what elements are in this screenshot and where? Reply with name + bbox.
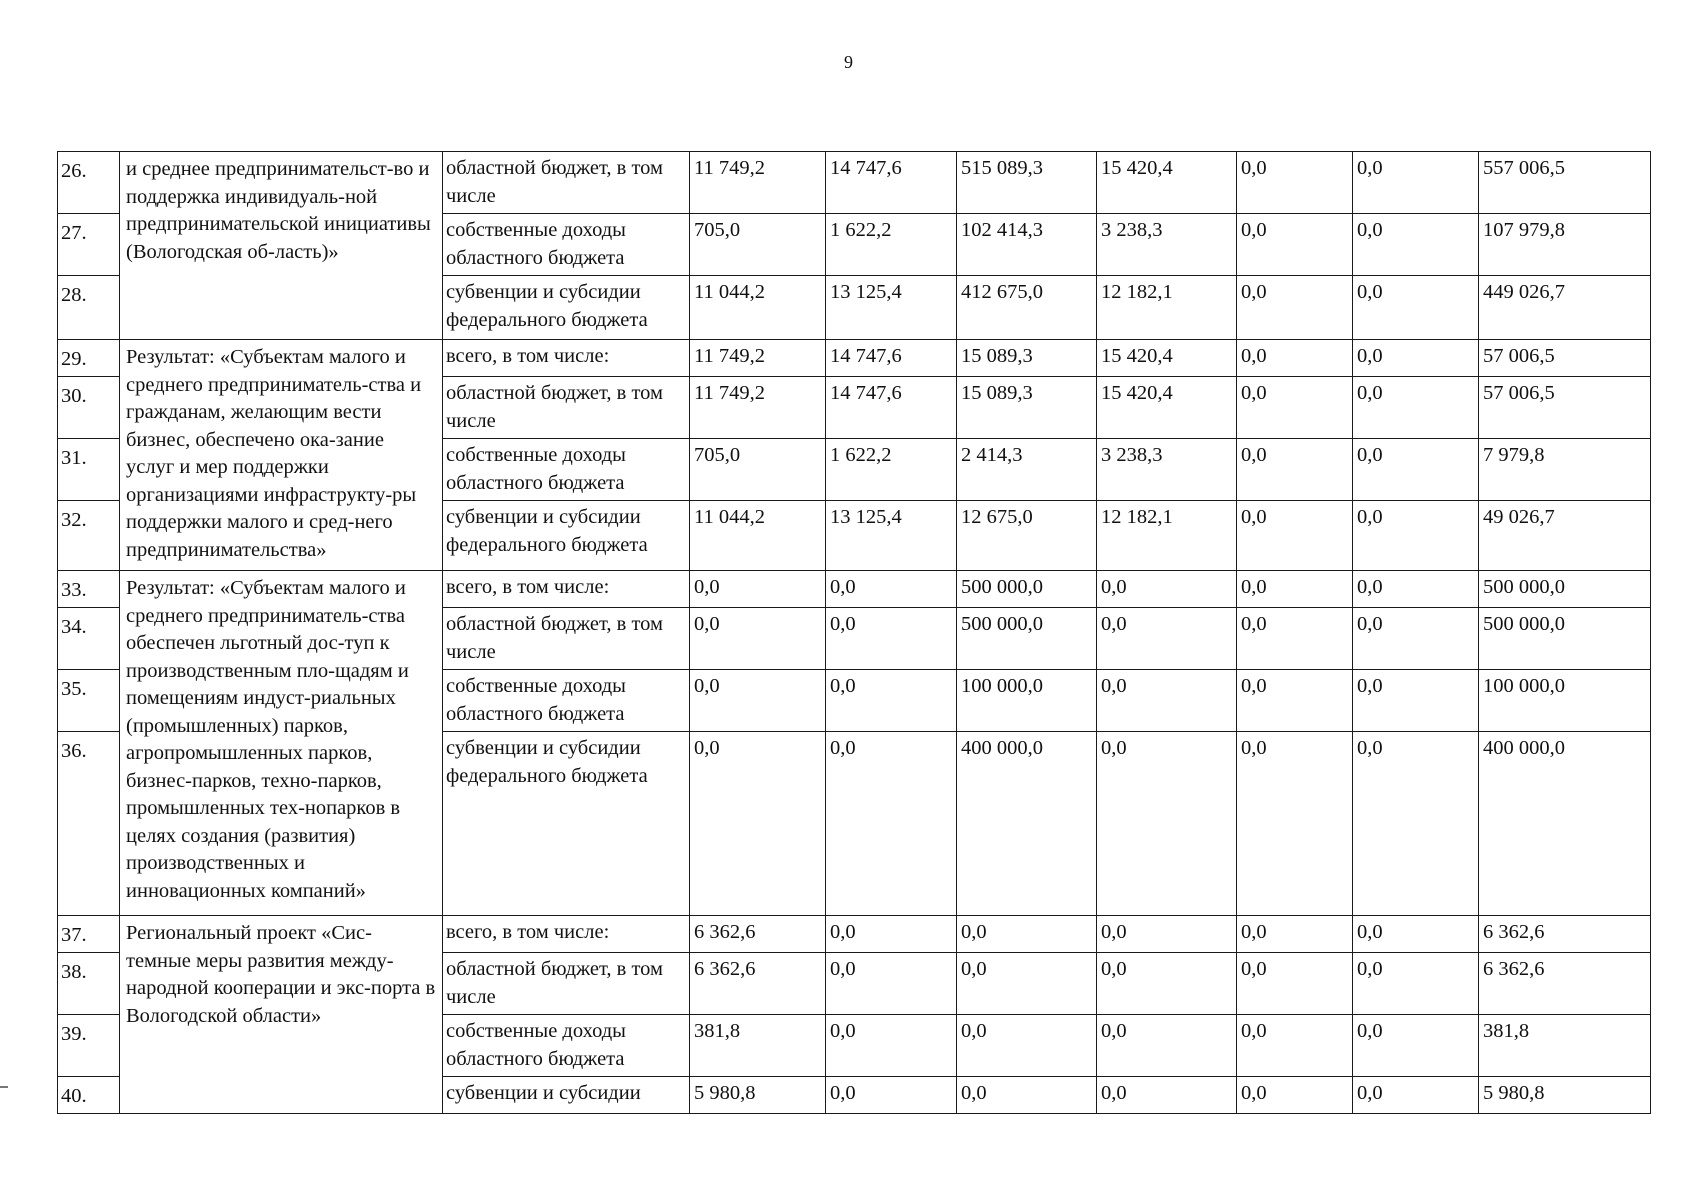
funding-source-cell: областной бюджет, в том числе [443, 377, 690, 439]
value-cell: 15 089,3 [957, 377, 1097, 439]
value-cell: 14 747,6 [826, 377, 957, 439]
description-cell: Результат: «Субъектам малого и среднего предприниматель-ства обеспечен льготный дос-туп к производственным пло-щадям и помещениям индуст-риальных (промышленных) парков, агропромышленных парков, бизнес-парков, техно-парков, промышленных тех-нопарков в целях создания (развития) производственных и инновационных компаний» [120, 571, 443, 916]
value-cell: 0,0 [1097, 732, 1237, 916]
value-cell: 0,0 [1237, 571, 1353, 608]
value-cell: 15 420,4 [1097, 377, 1237, 439]
value-cell: 500 000,0 [957, 608, 1097, 670]
value-cell: 0,0 [826, 670, 957, 732]
value-cell: 0,0 [1353, 732, 1479, 916]
value-cell: 0,0 [1237, 916, 1353, 953]
value-cell: 500 000,0 [957, 571, 1097, 608]
total-value-cell: 57 006,5 [1479, 340, 1651, 377]
value-cell: 3 238,3 [1097, 214, 1237, 276]
value-cell: 0,0 [826, 1077, 957, 1114]
value-cell: 0,0 [690, 670, 826, 732]
value-cell: 0,0 [1237, 1077, 1353, 1114]
value-cell: 0,0 [1353, 439, 1479, 501]
total-value-cell: 449 026,7 [1479, 276, 1651, 340]
value-cell: 0,0 [826, 608, 957, 670]
value-cell: 0,0 [1353, 670, 1479, 732]
value-cell: 0,0 [1237, 608, 1353, 670]
total-value-cell: 7 979,8 [1479, 439, 1651, 501]
value-cell: 0,0 [1353, 276, 1479, 340]
value-cell: 0,0 [1097, 670, 1237, 732]
value-cell: 0,0 [1097, 916, 1237, 953]
funding-source-cell: собственные доходы областного бюджета [443, 439, 690, 501]
value-cell: 412 675,0 [957, 276, 1097, 340]
row-number-cell: 39. [58, 1015, 120, 1077]
value-cell: 0,0 [957, 953, 1097, 1015]
value-cell: 0,0 [1353, 340, 1479, 377]
total-value-cell: 557 006,5 [1479, 152, 1651, 214]
row-number-cell: 34. [58, 608, 120, 670]
funding-source-cell: субвенции и субсидии [443, 1077, 690, 1114]
value-cell: 0,0 [957, 1015, 1097, 1077]
funding-source-cell: субвенции и субсидии федерального бюджета [443, 732, 690, 916]
value-cell: 102 414,3 [957, 214, 1097, 276]
value-cell: 0,0 [690, 608, 826, 670]
value-cell: 0,0 [1353, 916, 1479, 953]
value-cell: 0,0 [1237, 953, 1353, 1015]
value-cell: 2 414,3 [957, 439, 1097, 501]
value-cell: 0,0 [1237, 377, 1353, 439]
total-value-cell: 6 362,6 [1479, 916, 1651, 953]
funding-source-cell: собственные доходы областного бюджета [443, 1015, 690, 1077]
total-value-cell: 49 026,7 [1479, 501, 1651, 571]
value-cell: 705,0 [690, 214, 826, 276]
table-row [58, 340, 1651, 377]
value-cell: 100 000,0 [957, 670, 1097, 732]
value-cell: 705,0 [690, 439, 826, 501]
value-cell: 0,0 [1097, 953, 1237, 1015]
funding-source-cell: областной бюджет, в том числе [443, 608, 690, 670]
value-cell: 0,0 [1237, 214, 1353, 276]
row-number-cell: 27. [58, 214, 120, 276]
value-cell: 0,0 [1097, 1015, 1237, 1077]
value-cell: 0,0 [1353, 1015, 1479, 1077]
value-cell: 0,0 [1237, 670, 1353, 732]
funding-source-cell: субвенции и субсидии федерального бюджета [443, 276, 690, 340]
row-number-cell: 28. [58, 276, 120, 340]
funding-source-cell: субвенции и субсидии федерального бюджета [443, 501, 690, 571]
value-cell: 5 980,8 [690, 1077, 826, 1114]
value-cell: 15 420,4 [1097, 152, 1237, 214]
funding-source-cell: всего, в том числе: [443, 571, 690, 608]
row-number-cell: 37. [58, 916, 120, 953]
funding-source-cell: всего, в том числе: [443, 340, 690, 377]
total-value-cell: 381,8 [1479, 1015, 1651, 1077]
value-cell: 0,0 [1237, 152, 1353, 214]
funding-source-cell: областной бюджет, в том числе [443, 953, 690, 1015]
row-number-cell: 31. [58, 439, 120, 501]
row-number-cell: 26. [58, 152, 120, 214]
total-value-cell: 500 000,0 [1479, 571, 1651, 608]
value-cell: 13 125,4 [826, 276, 957, 340]
value-cell: 15 089,3 [957, 340, 1097, 377]
table-row [58, 571, 1651, 608]
total-value-cell: 400 000,0 [1479, 732, 1651, 916]
value-cell: 0,0 [1353, 377, 1479, 439]
value-cell: 12 182,1 [1097, 276, 1237, 340]
value-cell: 12 182,1 [1097, 501, 1237, 571]
funding-source-cell: собственные доходы областного бюджета [443, 670, 690, 732]
value-cell: 11 044,2 [690, 501, 826, 571]
value-cell: 0,0 [1353, 953, 1479, 1015]
value-cell: 515 089,3 [957, 152, 1097, 214]
value-cell: 0,0 [1353, 1077, 1479, 1114]
value-cell: 14 747,6 [826, 340, 957, 377]
value-cell: 12 675,0 [957, 501, 1097, 571]
value-cell: 11 749,2 [690, 152, 826, 214]
scan-mark [0, 1086, 8, 1088]
value-cell: 0,0 [690, 732, 826, 916]
value-cell: 0,0 [1353, 501, 1479, 571]
value-cell: 0,0 [1097, 1077, 1237, 1114]
value-cell: 0,0 [1353, 214, 1479, 276]
value-cell: 6 362,6 [690, 916, 826, 953]
value-cell: 11 749,2 [690, 340, 826, 377]
value-cell: 0,0 [826, 953, 957, 1015]
value-cell: 13 125,4 [826, 501, 957, 571]
total-value-cell: 107 979,8 [1479, 214, 1651, 276]
value-cell: 0,0 [1237, 501, 1353, 571]
row-number-cell: 35. [58, 670, 120, 732]
value-cell: 400 000,0 [957, 732, 1097, 916]
value-cell: 0,0 [1237, 439, 1353, 501]
value-cell: 0,0 [826, 732, 957, 916]
value-cell: 6 362,6 [690, 953, 826, 1015]
value-cell: 0,0 [1353, 571, 1479, 608]
value-cell: 0,0 [1353, 608, 1479, 670]
table-row [58, 152, 1651, 214]
funding-source-cell: всего, в том числе: [443, 916, 690, 953]
value-cell: 11 749,2 [690, 377, 826, 439]
row-number-cell: 30. [58, 377, 120, 439]
total-value-cell: 5 980,8 [1479, 1077, 1651, 1114]
value-cell: 1 622,2 [826, 439, 957, 501]
funding-source-cell: собственные доходы областного бюджета [443, 214, 690, 276]
table-body [58, 152, 1651, 1114]
value-cell: 11 044,2 [690, 276, 826, 340]
value-cell: 0,0 [1353, 152, 1479, 214]
value-cell: 0,0 [826, 916, 957, 953]
table-row [58, 916, 1651, 953]
value-cell: 0,0 [1237, 340, 1353, 377]
value-cell: 0,0 [690, 571, 826, 608]
value-cell: 0,0 [1237, 1015, 1353, 1077]
row-number-cell: 33. [58, 571, 120, 608]
value-cell: 381,8 [690, 1015, 826, 1077]
value-cell: 0,0 [826, 571, 957, 608]
funding-source-cell: областной бюджет, в том числе [443, 152, 690, 214]
description-cell: Региональный проект «Сис-темные меры развития между-народной кооперации и экс-порта в Вологодской области» [120, 916, 443, 1114]
description-cell: Результат: «Субъектам малого и среднего предприниматель-ства и гражданам, желающим вести бизнес, обеспечено ока-зание услуг и мер поддержки организациями инфраструкту-ры поддержки малого и сред-него предпринимательства» [120, 340, 443, 571]
value-cell: 0,0 [1097, 571, 1237, 608]
value-cell: 14 747,6 [826, 152, 957, 214]
row-number-cell: 36. [58, 732, 120, 916]
total-value-cell: 100 000,0 [1479, 670, 1651, 732]
value-cell: 0,0 [826, 1015, 957, 1077]
total-value-cell: 6 362,6 [1479, 953, 1651, 1015]
description-cell: и среднее предпринимательст-во и поддержка индивидуаль-ной предпринимательской инициативы (Вологодская об-ласть)» [120, 152, 443, 340]
value-cell: 3 238,3 [1097, 439, 1237, 501]
value-cell: 0,0 [1237, 732, 1353, 916]
budget-table [57, 151, 1651, 1114]
row-number-cell: 40. [58, 1077, 120, 1114]
total-value-cell: 57 006,5 [1479, 377, 1651, 439]
value-cell: 0,0 [1237, 276, 1353, 340]
value-cell: 0,0 [957, 1077, 1097, 1114]
value-cell: 1 622,2 [826, 214, 957, 276]
row-number-cell: 38. [58, 953, 120, 1015]
row-number-cell: 29. [58, 340, 120, 377]
value-cell: 0,0 [957, 916, 1097, 953]
value-cell: 0,0 [1097, 608, 1237, 670]
total-value-cell: 500 000,0 [1479, 608, 1651, 670]
row-number-cell: 32. [58, 501, 120, 571]
value-cell: 15 420,4 [1097, 340, 1237, 377]
page-number: 9 [844, 52, 853, 72]
